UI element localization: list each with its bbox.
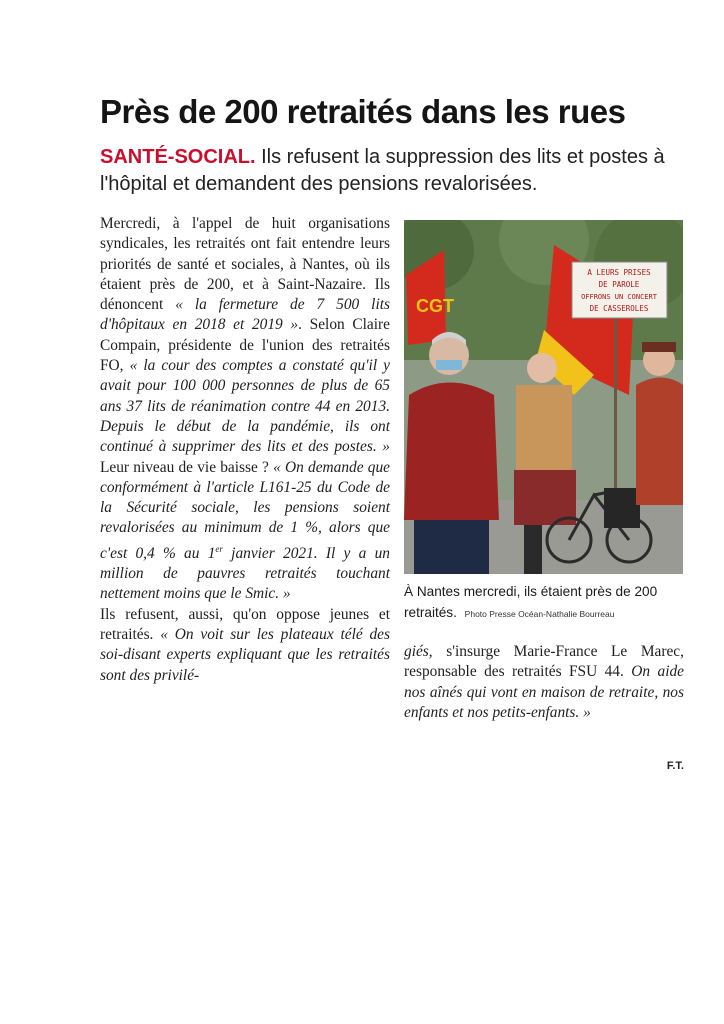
photo-caption [404,581,694,625]
svg-text:DE CASSEROLES: DE CASSEROLES [589,304,649,313]
body-text: Mercredi, à l'appel de huit organisations syndicales, les retraités ont fait entendre leurs priorités de santé et sociales, à Nantes, où ils étaient près de 200, et à Saint-Nazaire. Ils dénoncent [100,215,390,314]
body-text: Ils refusent, aussi, qu'on oppose jeunes et retraités. [100,605,390,644]
quote: giés [404,643,429,660]
paragraph-1 [100,214,390,605]
protest-photo-illustration [404,220,683,574]
quote: « la cour des comptes a constaté qu'il y avait pour 100 000 personnes de plus de 65 ans 37 lits de réanimation contre 44 en 2013. Depuis le début de la pandémie, ils ont continué à supprimer des lits et des postes. » [100,357,390,456]
article-column-left [100,214,390,686]
protest-sign [572,262,667,318]
article-column-right [404,642,684,723]
author-signature: F.T. [666,760,684,772]
body-text: , s'insurge Marie-France Le Marec, responsable des retraités FSU 44. [404,643,684,681]
headline: Près de 200 retraités dans les rues [100,93,626,130]
paragraph-2 [100,605,390,686]
quote: « On voit sur les plateaux télé des soi-disant experts expliquant que les retraités sont des privilé- [100,626,391,684]
caption-text: À Nantes mercredi, ils étaient près de 200 retraités. [404,584,658,620]
paragraph-3 [404,642,684,723]
quote: On aide nos aînés qui vont en maison de retraite, nos enfants et nos petits-enfants. » [404,663,685,721]
flag-label: CGT [416,296,454,316]
deck [100,144,700,198]
svg-text:OFFRONS UN CONCERT: OFFRONS UN CONCERT [581,293,657,301]
body-text: Leur niveau de vie baisse ? [100,458,274,476]
body-text: . Selon Claire Compain, présidente de l'union des retraités FO, [100,316,390,375]
deck-text: Ils refusent la suppression des lits et postes à l'hôpital et demandent des pensions revalorisées. [100,146,665,195]
photo-credit: Photo Presse Océan-Nathalie Bourreau [464,609,615,619]
kicker: SANTÉ-SOCIAL. [100,146,256,168]
svg-text:A LEURS PRISES: A LEURS PRISES [587,268,651,277]
news-photo [404,220,683,574]
quote: « la fermeture de 7 500 lits d'hôpitaux en 2018 et 2019 » [100,296,390,334]
svg-text:DE PAROLE: DE PAROLE [598,280,640,289]
quote: « On demande que conformément à l'article L161-25 du Code de la Sécurité sociale, les pensions soient revalorisées au minimum de 1 %, alors que c'est 0,4 % au 1er janvier 2021. Il y a un million de pauvres retraités touchant nettement moins que le Smic. » [100,458,390,603]
